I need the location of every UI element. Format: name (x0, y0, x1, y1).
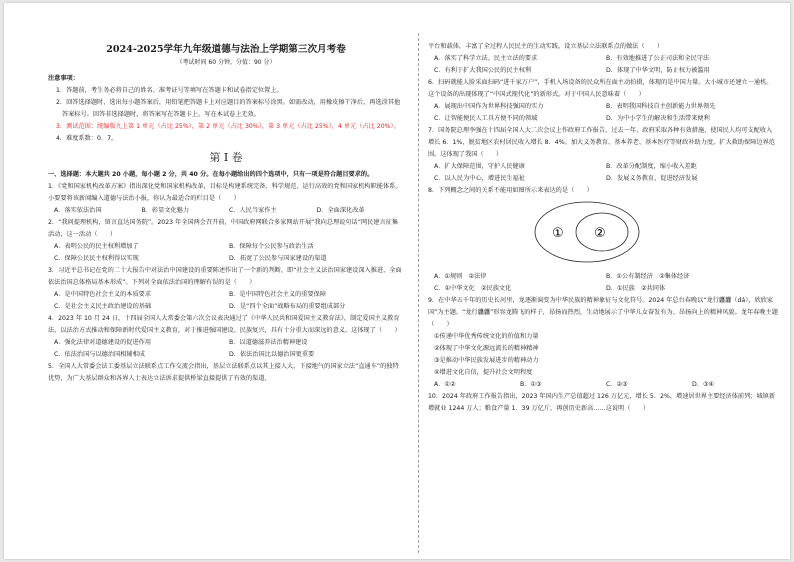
question (48, 313, 404, 361)
answer-option: D．拓宽了公民参与国家建设的渠道 (229, 255, 327, 262)
note-item: 4．难度系数：0．7。 (56, 135, 118, 142)
exam-title: 2024-2025学年九年级道德与法治上学期第三次月考卷 (106, 44, 346, 55)
statement: ①传递中华优秀传统文化的价值和力量 (434, 333, 539, 340)
option-list (428, 161, 778, 185)
volume-heading: 第 I 卷 (209, 151, 243, 164)
answer-option: C．②③ (606, 381, 628, 388)
option-list (428, 271, 778, 295)
question (48, 181, 404, 217)
question-stem: 6．扫码就能人脸采面扫码“进千家万户”，手机入场设备的民众所在面主动拍摄，体现的是中国力量。大小城市还建立一通机。这个设备的出现体现了“中国式现代化”的新形式。对于中国人民意味着（ ） (428, 79, 773, 98)
question (428, 185, 778, 295)
question-stem: 3．习近平总书记在党的二十大报告中对法治中国建设的重要陈述作出了一个新的判断，即“社会主义法治国家建设深入推进，全面依法治国总体格局基本形成”。下列对全面依法治国的理解有误的是（ ） (48, 267, 402, 286)
question-stem: 7．国务院总理李强在十四届全国人大二次会议上作政府工作报告，过去一年，政府采取各种有效措施，使国民人均可支配收入增长 6．1%，脱贫地区农村居民收入增长 8．4%。加大义务教育、基本养老、基本医疗等财政补助力度，扩大救助保障边界范围。这体现了我国（ ） (428, 127, 775, 158)
question (428, 125, 778, 185)
answer-option: A．落实依法治国 (54, 207, 102, 214)
question (428, 77, 778, 125)
answer-option: B．①③ (520, 381, 542, 388)
section-heading: 一、选择题：本大题共 20 小题，每小题 2 分，共 40 分。在每小题给出的四个选项中，只有一项是符合题目要求的。 (48, 171, 374, 178)
answer-option: C．保障公民民主权利得以实现 (54, 255, 139, 262)
answer-option: D．是“四个全面”战略布局的重要组成部分 (229, 303, 346, 310)
answer-option: D．全面深化改革 (316, 207, 365, 214)
note-item-scope: 3．测试范围：统编版九上第 1 单元（占比 25%），第 2 单元（占比 30%），第 3 单元（占比 25%），4 单元（占比 20%）。 (56, 123, 400, 130)
inner-label: ② (594, 226, 606, 241)
answer-option: C．①中华文化 ②民族文化 (434, 285, 512, 292)
answer-option: A．展现出中国作为世界科技强国的实力 (434, 103, 544, 110)
exam-subtitle: （考试时间 60 分钟，分值：90 分） (176, 59, 276, 66)
question-stem: 4．2023 年 10 月 24 日，十四届全国人大常委会第六次会议表决通过了《中华人民共和国爱国主义教育法》，制定爱国主义教育法，以法治方式推动和保障新时代爱国主义教育，对于推进强国建设、民族复兴，具有十分重大而深远的意义。这体现了（ ） (48, 315, 401, 334)
answer-option: B．彰显文化魅力 (141, 207, 190, 214)
left-question-list (48, 181, 404, 385)
notes-heading: 注意事项： (48, 75, 79, 82)
answer-option: A．扩大保障范围，守护人民健康 (434, 163, 525, 170)
statement: ②体现了中华文化源远流长的精神精神 (434, 345, 539, 352)
answer-option: D．体现了中华文明，防止权力被滥用 (606, 67, 710, 74)
answer-option: D．依法治国比以德治国更重要 (229, 351, 315, 358)
note-item: 1．答题前，考生务必将自己的姓名、准考证号等填写在答题卡和试卷指定位置上。 (56, 87, 283, 94)
answer-option: B．保障每个公民参与政治生活 (229, 243, 314, 250)
note-item: 2．回答选择题时，选出每小题答案后，用铅笔把答题卡上对应题目的答案标号涂黑。如需改动，用橡皮擦干净后，再选涂其他答案标号。回答非选择题时，将答案写在答题卡上。写在本试卷上无效。 (56, 99, 401, 118)
option-list (48, 337, 404, 361)
question (428, 391, 778, 415)
question-stem: 5．全国人大常委会法工委基层立法联系点工作交流会指出，基层立法联系点以其上接人大、下接地气的国家立法“直通车”的独特优势，为广大基层群众和各界人士表达立法诉求提供桥梁直接提供了有效的渠道、 (48, 363, 399, 382)
question-stem: 2．“我问提理机构，留言直达国务院”。2023 年全国两会召开前，中国政府网联合多家网站开展“我向总理说句话”网民建言征集活动，这一活动（ ） (48, 219, 399, 238)
answer-option: C．有利于扩大我国公民的民主权利 (434, 67, 532, 74)
statement: ③是推动中华民族发展进步的精神动力 (434, 357, 539, 364)
question (428, 295, 778, 391)
column-divider (418, 33, 419, 553)
option-list (48, 241, 404, 265)
nested-circle-diagram (428, 199, 778, 269)
outer-ellipse (535, 202, 639, 262)
answer-option: A．强化法律对道德建设的促进作用 (54, 339, 152, 346)
answer-option: A．是中国特色社会主义的本质要求 (54, 291, 152, 298)
answer-option: B．表明我国科技自主创新能力世界领先 (606, 103, 716, 110)
option-list (48, 205, 404, 217)
question (428, 41, 778, 77)
question-stem: 1．《党和国家机构改革方案》指出深化党和国家机构改革，目标是构建系统完备、科学规范、运行高效的党和国家机构职能体系。小要要将该新闻编入道德与法治小报，你认为最适合的栏目是（ ） (48, 183, 402, 202)
answer-option: D．③④ (692, 381, 715, 388)
answer-option: B．①公有制经济 ②集体经济 (606, 273, 690, 280)
question-stem: 平台和载体，丰富了全过程人民民主的生动实践。设立基层立法联系点的做法（ ） (428, 43, 664, 50)
answer-option: A．落实了科学立法、民主立法的要求 (434, 55, 538, 62)
answer-option: B．改革分配制度，缩小收入差距 (606, 163, 697, 170)
answer-option: C．是社会主义民主政治建设的基础 (54, 303, 152, 310)
answer-option: C．依法治国与以德治国相辅相成 (54, 351, 145, 358)
answer-option: A．①规则 ②法律 (434, 273, 487, 280)
question (48, 361, 404, 385)
option-list (428, 101, 778, 125)
exam-page (4, 3, 790, 559)
answer-option: D．发展义务教育，促进经济发展 (606, 175, 698, 182)
left-column (48, 41, 404, 385)
answer-option: A．表明公民的民主权利增加了 (54, 243, 139, 250)
option-list (428, 53, 778, 77)
answer-option: B．是中国特色社会主义的重要保障 (229, 291, 327, 298)
answer-option: C．让智能便民人工具方便不同的领域 (434, 115, 538, 122)
answer-option: D．为中小学生的解决和生活带来便利 (606, 115, 710, 122)
right-column (428, 41, 778, 415)
answer-option: B．以道德滋养法治精神建设 (229, 339, 308, 346)
option-list (48, 289, 404, 313)
option-list (428, 379, 778, 391)
answer-option: C．人民当家作主 (229, 207, 277, 214)
statement: ④增进文化自信，提升社会文明程度 (434, 369, 533, 376)
answer-option: B．有效地推进了公正司法和全民守法 (606, 55, 710, 62)
question-stem: 10．2024 年政府工作报告指出，2023 年国内生产总值超过 126 万亿元，增长 5．2%，增速居世界主要经济体前列；城镇新增就业 1244 万人；粮食产量 1．39 万亿斤，再创历史新高……这说明（ ） (428, 393, 776, 412)
answer-option: D．①民族 ②共同体 (606, 285, 666, 292)
outer-label: ① (552, 226, 564, 241)
question (48, 217, 404, 265)
question-stem: 9．在中华五千年的历史长河里，龙逐渐演变为中华民族的精神象征与文化符号。2024 年总台春晚以“龙行龘龘（dá），欣欣家国”为主题。“龙行龘龘”形容龙腾飞的样子，昂扬而热烈，生动地展示了中华儿女奋发有为、昂扬向上的精神风貌。龙年春晚主题（ ） (428, 297, 778, 328)
answer-option: A．①② (434, 381, 456, 388)
right-question-list (428, 41, 778, 415)
question (48, 265, 404, 313)
question-stem: 8．下列概念之间的关系不能用如图所示来表达的是（ ） (428, 187, 593, 194)
answer-option: C．以人民为中心，增进民生福祉 (434, 175, 525, 182)
